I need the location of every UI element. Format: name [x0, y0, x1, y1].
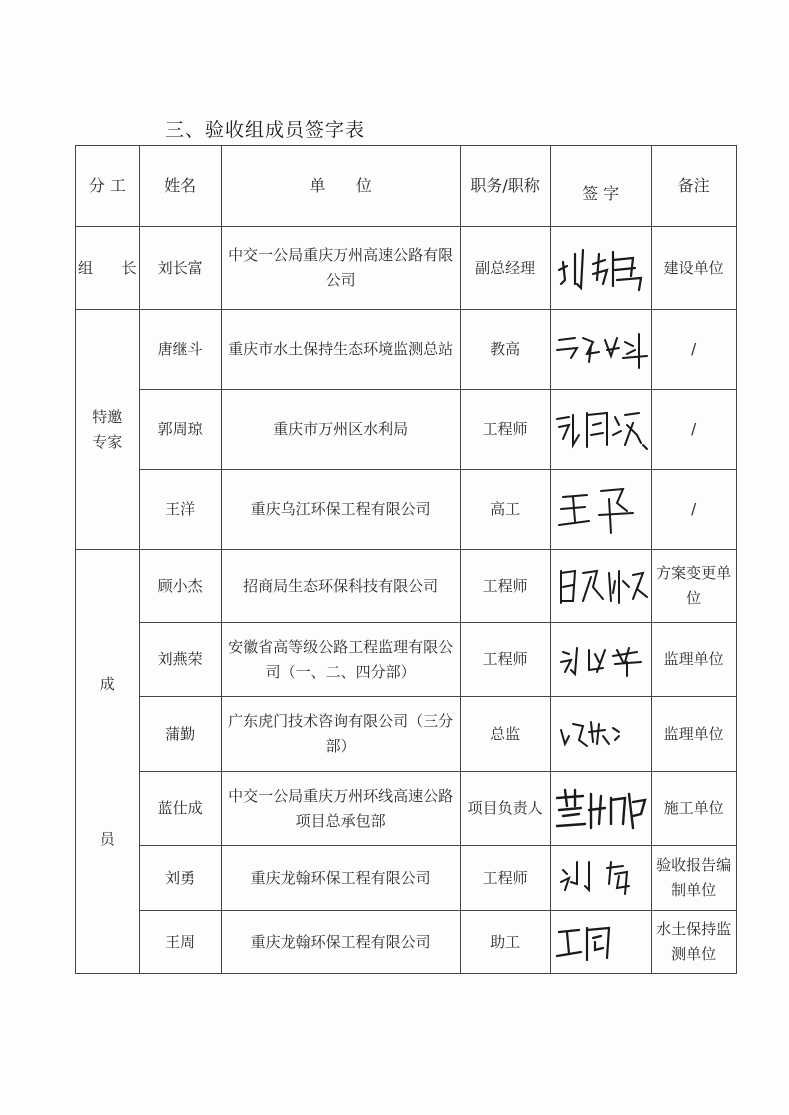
member-unit: 广东虎门技术咨询有限公司（三分部）: [221, 697, 460, 772]
member-remark: 监理单位: [651, 697, 736, 772]
group-experts-line1: 特邀: [92, 407, 123, 426]
table-row: [76, 310, 737, 390]
member-name: 王洋: [139, 470, 221, 550]
table-row: [76, 846, 737, 911]
table-row: [76, 227, 737, 310]
member-name: 刘燕荣: [139, 623, 221, 697]
signature-cell: [550, 310, 651, 390]
member-unit: 中交一公局重庆万州环线高速公路项目总承包部: [221, 772, 460, 846]
table-row: [76, 623, 737, 697]
member-unit: 重庆龙翰环保工程有限公司: [221, 911, 460, 974]
signature-cell: [550, 390, 651, 470]
member-remark: /: [651, 310, 736, 390]
col-signature-header: 签 字: [550, 146, 651, 227]
member-title: 工程师: [460, 390, 550, 470]
col-name-header: 姓名: [139, 146, 221, 227]
member-remark: /: [651, 470, 736, 550]
member-name: 刘勇: [139, 846, 221, 911]
member-remark: 监理单位: [651, 623, 736, 697]
table-row: [76, 470, 737, 550]
table-row: [76, 550, 737, 623]
table-row: [76, 390, 737, 470]
page-title: 三、验收组成员签字表: [165, 119, 366, 141]
member-remark: 水土保持监测单位: [651, 911, 736, 974]
group-members-line2: 员: [99, 829, 115, 848]
table-row: [76, 697, 737, 772]
handwritten-signature: [553, 920, 649, 964]
member-remark: 方案变更单位: [651, 550, 736, 623]
group-experts-label: [76, 310, 140, 550]
member-remark: /: [651, 390, 736, 470]
group-members-line1: 成: [99, 674, 115, 693]
member-name: 唐继斗: [139, 310, 221, 390]
group-leader-label: 组 长: [76, 227, 140, 310]
member-name: 刘长富: [139, 227, 221, 310]
member-name: 王周: [139, 911, 221, 974]
member-unit: 重庆市水土保持生态环境监测总站: [221, 310, 460, 390]
member-unit: 招商局生态环保科技有限公司: [221, 550, 460, 623]
col-remark-header: 备注: [651, 146, 736, 227]
col-unit-header: 单 位: [221, 146, 460, 227]
handwritten-signature: [553, 714, 649, 754]
member-name: 顾小杰: [139, 550, 221, 623]
member-remark: 验收报告编制单位: [651, 846, 736, 911]
member-title: 项目负责人: [460, 772, 550, 846]
member-name: 郭周琼: [139, 390, 221, 470]
table-row: [76, 911, 737, 974]
member-unit: 安徽省高等级公路工程监理有限公司（一、二、四分部）: [221, 623, 460, 697]
handwritten-signature: [553, 240, 649, 296]
member-unit: 重庆市万州区水利局: [221, 390, 460, 470]
handwritten-signature: [553, 640, 649, 680]
member-title: 工程师: [460, 550, 550, 623]
header-row: [76, 146, 737, 227]
table-row: [76, 772, 737, 846]
signature-cell: [550, 227, 651, 310]
signature-cell: [550, 772, 651, 846]
group-experts-line2: 专家: [92, 432, 123, 451]
handwritten-signature: [553, 328, 649, 372]
member-name: 蒲勤: [139, 697, 221, 772]
member-name: 蓝仕成: [139, 772, 221, 846]
member-title: 副总经理: [460, 227, 550, 310]
member-unit: 中交一公局重庆万州高速公路有限公司: [221, 227, 460, 310]
signature-cell: [550, 697, 651, 772]
signature-cell: [550, 846, 651, 911]
handwritten-signature: [553, 405, 649, 455]
member-remark: 建设单位: [651, 227, 736, 310]
handwritten-signature: [553, 854, 649, 902]
col-division-header: 分 工: [76, 146, 140, 227]
handwritten-signature: [553, 481, 649, 539]
member-title: 助工: [460, 911, 550, 974]
col-title-header: 职务/职称: [460, 146, 550, 227]
signature-cell: [550, 470, 651, 550]
member-title: 工程师: [460, 623, 550, 697]
member-title: 工程师: [460, 846, 550, 911]
member-title: 高工: [460, 470, 550, 550]
member-unit: 重庆龙翰环保工程有限公司: [221, 846, 460, 911]
member-unit: 重庆乌江环保工程有限公司: [221, 470, 460, 550]
signature-cell: [550, 911, 651, 974]
handwritten-signature: [553, 784, 649, 834]
signature-table: [75, 145, 737, 974]
signature-cell: [550, 623, 651, 697]
signature-cell: [550, 550, 651, 623]
member-remark: 施工单位: [651, 772, 736, 846]
handwritten-signature: [553, 561, 649, 611]
group-members-label: [76, 550, 140, 974]
member-title: 总监: [460, 697, 550, 772]
member-title: 教高: [460, 310, 550, 390]
